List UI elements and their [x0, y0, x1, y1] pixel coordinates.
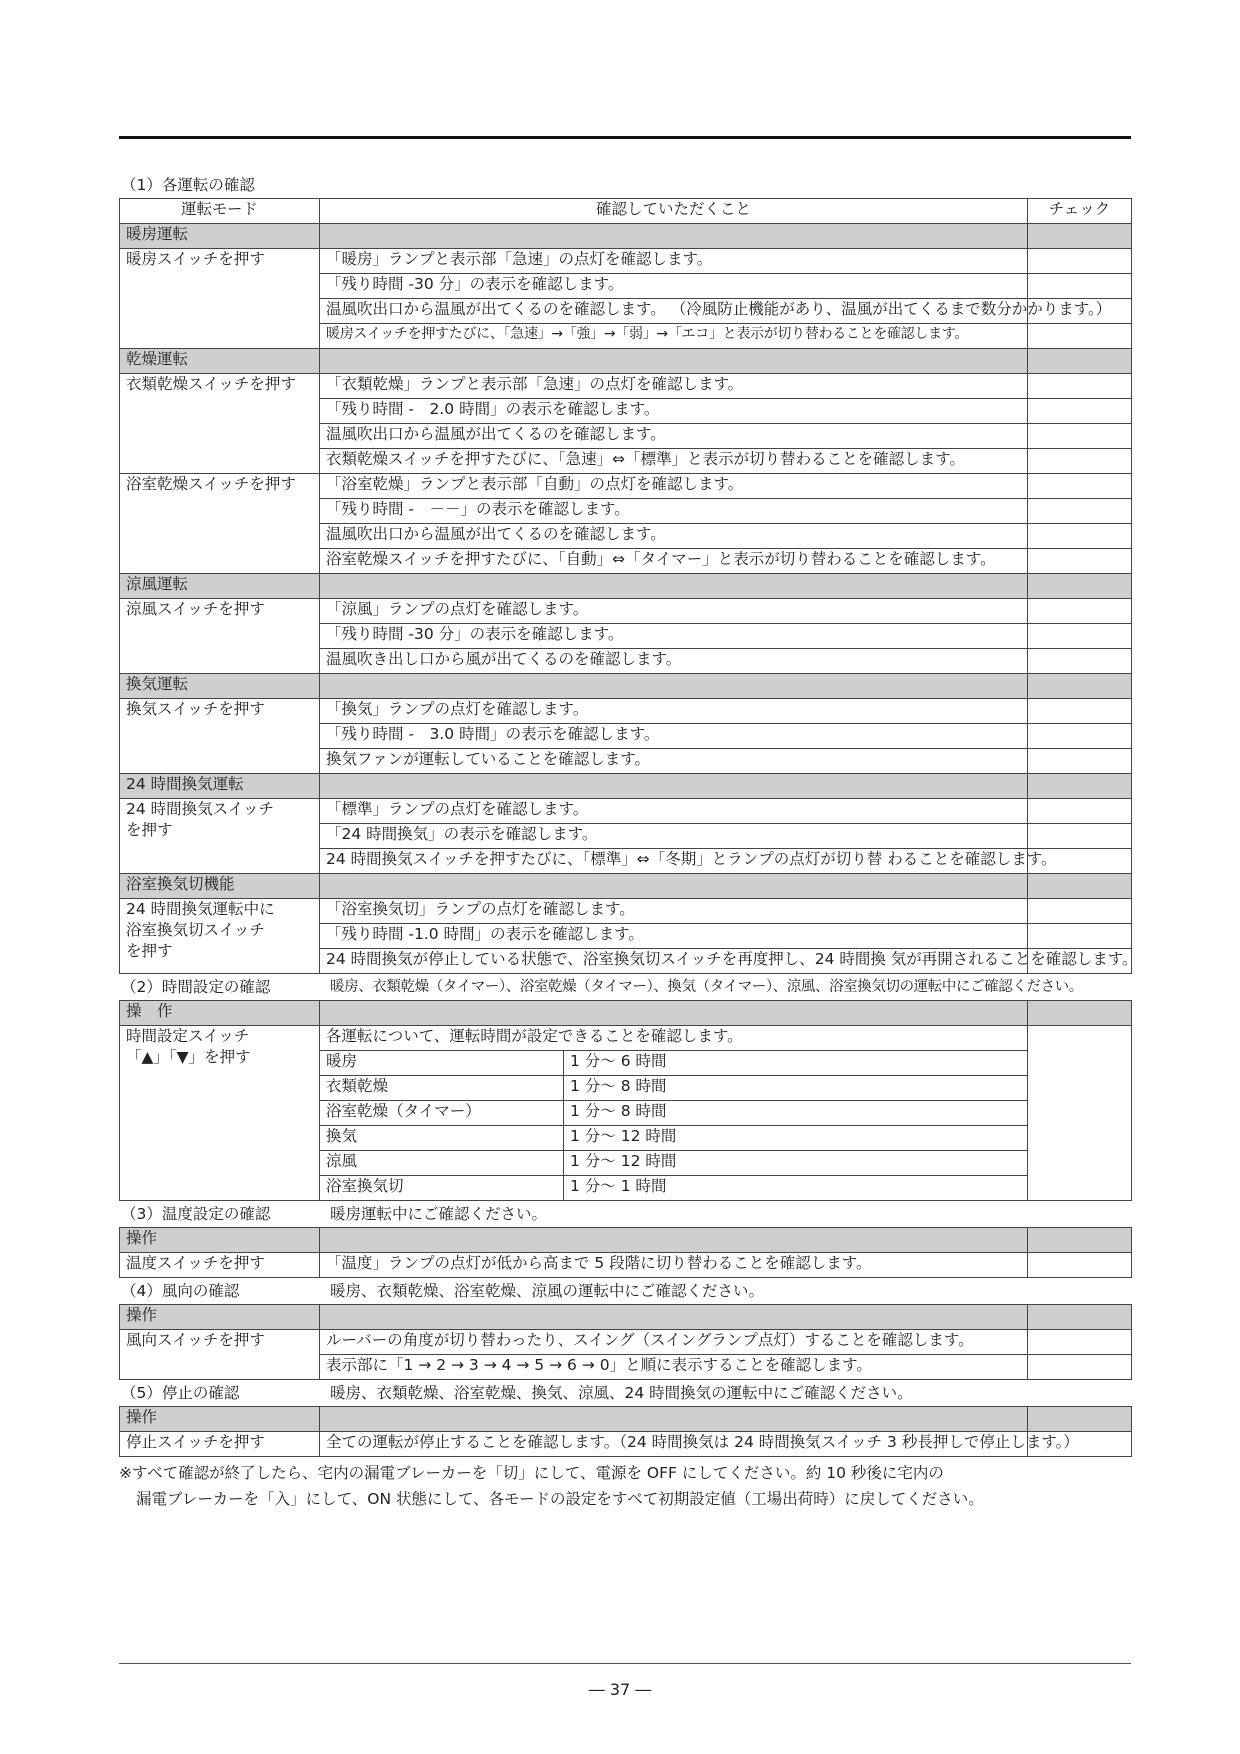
section3-header-row [120, 1228, 1132, 1253]
table-row [120, 374, 1132, 399]
page-content [119, 172, 1138, 1512]
footnote-line-1: ※すべて確認が終了したら、宅内の漏電ブレーカーを「切」にして、電源を OFF にしてください。約 10 秒後に宅内の [119, 1464, 944, 1482]
checkbox-cell[interactable] [1028, 1407, 1132, 1432]
table-row [120, 249, 1132, 274]
section4-note: 暖房、衣類乾燥、浴室乾燥、涼風の運転中にご確認ください。 [330, 1282, 765, 1300]
section1-title: （1）各運転の確認 [121, 176, 255, 194]
checkbox-cell[interactable] [1028, 824, 1132, 849]
checkbox-cell[interactable] [1028, 674, 1132, 699]
table-row [120, 799, 1132, 824]
mode-group-spacer [320, 574, 1028, 599]
checkbox-cell[interactable] [1028, 474, 1132, 499]
operation-cell: 暖房スイッチを押す [120, 249, 320, 349]
check-item: 24 時間換気スイッチを押すたびに、「標準」⇔「冬期」とランプの点灯が切り替 わることを確認します。 [320, 849, 1028, 874]
mode-group-header [120, 224, 1132, 249]
check-item: 「残り時間 -30 分」の表示を確認します。 [320, 274, 1028, 299]
operation-cell: 衣類乾燥スイッチを押す [120, 374, 320, 474]
time-range: 1 分～ 12 時間 [564, 1126, 1028, 1151]
table-row [120, 699, 1132, 724]
check-item: 温風吹出口から温風が出てくるのを確認します。 （冷風防止機能があり、温風が出てくるまで数分かかります。） [320, 299, 1028, 324]
section5-table [119, 1406, 1132, 1457]
check-item: 衣類乾燥スイッチを押すたびに、「急速」⇔「標準」と表示が切り替わることを確認します。 [320, 449, 1028, 474]
operation-cell: 換気スイッチを押す [120, 699, 320, 774]
time-range: 1 分～ 12 時間 [564, 1151, 1028, 1176]
check-item: 「衣類乾燥」ランプと表示部「急速」の点灯を確認します。 [320, 374, 1028, 399]
section2-heading [119, 974, 1131, 1000]
table-row [120, 1330, 1132, 1355]
section5-title: （5）停止の確認 [121, 1384, 240, 1402]
time-range: 1 分～ 6 時間 [564, 1051, 1028, 1076]
checkbox-cell[interactable] [1028, 524, 1132, 549]
mode-group-header [120, 349, 1132, 374]
checkbox-cell[interactable] [1028, 249, 1132, 274]
section3-header: 操作 [120, 1228, 320, 1253]
operation-cell: 温度スイッチを押す [120, 1253, 320, 1278]
section3-table [119, 1227, 1132, 1278]
check-item: 「涼風」ランプの点灯を確認します。 [320, 599, 1028, 624]
check-item: 「温度」ランプの点灯が低から高まで 5 段階に切り替わることを確認します。 [320, 1253, 1028, 1278]
check-item: 表示部に「1 → 2 → 3 → 4 → 5 → 6 → 0」と順に表示することを確認します。 [320, 1355, 1028, 1380]
section2-table [119, 1000, 1132, 1201]
mode-group-spacer [320, 674, 1028, 699]
checkbox-cell[interactable] [1028, 1001, 1132, 1026]
check-item: 「残り時間 -30 分」の表示を確認します。 [320, 624, 1028, 649]
table-row [120, 599, 1132, 624]
table-row [120, 1432, 1132, 1457]
operation-cell: 24 時間換気運転中に 浴室換気切スイッチ を押す [120, 899, 320, 974]
page-number: ― 37 ― [588, 1680, 652, 1699]
check-item: 「浴室乾燥」ランプと表示部「自動」の点灯を確認します。 [320, 474, 1028, 499]
checkbox-cell[interactable] [1028, 374, 1132, 399]
check-item: 各運転について、運転時間が設定できることを確認します。 [320, 1026, 1028, 1051]
checkbox-cell[interactable] [1028, 1228, 1132, 1253]
checkbox-cell[interactable] [1028, 724, 1132, 749]
check-item: 浴室乾燥スイッチを押すたびに、「自動」⇔「タイマー」と表示が切り替わることを確認します。 [320, 549, 1028, 574]
section1-heading [119, 172, 1131, 198]
checkbox-cell[interactable] [1028, 549, 1132, 574]
checkbox-cell[interactable] [1028, 699, 1132, 724]
mode-group-name: 暖房運転 [120, 224, 320, 249]
mode-group-name: 涼風運転 [120, 574, 320, 599]
checkbox-cell[interactable] [1028, 1026, 1132, 1201]
mode-group-spacer [320, 874, 1028, 899]
checkbox-cell[interactable] [1028, 274, 1132, 299]
mode-group-header [120, 574, 1132, 599]
checkbox-cell[interactable] [1028, 1330, 1132, 1355]
header-mode: 運転モード [120, 199, 320, 224]
operation-cell: 24 時間換気スイッチ を押す [120, 799, 320, 874]
checkbox-cell[interactable] [1028, 499, 1132, 524]
checkbox-cell[interactable] [1028, 449, 1132, 474]
checkbox-cell[interactable] [1028, 224, 1132, 249]
header-spacer [320, 1228, 1028, 1253]
mode-name: 暖房 [320, 1051, 564, 1076]
check-item: ルーバーの角度が切り替わったり、スイング（スイングランプ点灯）することを確認します。 [320, 1330, 1028, 1355]
check-item: 「残り時間 - 3.0 時間」の表示を確認します。 [320, 724, 1028, 749]
checkbox-cell[interactable] [1028, 1305, 1132, 1330]
check-item: 「残り時間 -1.0 時間」の表示を確認します。 [320, 924, 1028, 949]
check-item: 「浴室換気切」ランプの点灯を確認します。 [320, 899, 1028, 924]
checkbox-cell[interactable] [1028, 574, 1132, 599]
mode-name: 浴室換気切 [320, 1176, 564, 1201]
checkbox-cell[interactable] [1028, 599, 1132, 624]
checkbox-cell[interactable] [1028, 649, 1132, 674]
checkbox-cell[interactable] [1028, 1253, 1132, 1278]
mode-name: 浴室乾燥（タイマー） [320, 1101, 564, 1126]
checkbox-cell[interactable] [1028, 324, 1132, 349]
checkbox-cell[interactable] [1028, 399, 1132, 424]
section2-title: （2）時間設定の確認 [121, 978, 271, 996]
section4-header-row [120, 1305, 1132, 1330]
checkbox-cell[interactable] [1028, 899, 1132, 924]
checkbox-cell[interactable] [1028, 874, 1132, 899]
header-checkmark: チェック [1028, 199, 1132, 224]
section5-header-row [120, 1407, 1132, 1432]
check-item: 「24 時間換気」の表示を確認します。 [320, 824, 1028, 849]
section2-note: 暖房、衣類乾燥（タイマー）、浴室乾燥（タイマー）、換気（タイマー）、涼風、浴室換気切の運転中にご確認ください。 [330, 979, 1083, 995]
mode-group-name: 乾燥運転 [120, 349, 320, 374]
checkbox-cell[interactable] [1028, 799, 1132, 824]
section5-note: 暖房、衣類乾燥、浴室乾燥、換気、涼風、24 時間換気の運転中にご確認ください。 [330, 1384, 913, 1402]
table-row [120, 474, 1132, 499]
section4-table [119, 1304, 1132, 1380]
operation-cell: 停止スイッチを押す [120, 1432, 320, 1457]
operation-cell: 涼風スイッチを押す [120, 599, 320, 674]
check-item: 暖房スイッチを押すたびに、「急速」→「強」→「弱」→「エコ」と表示が切り替わることを確認します。 [320, 324, 1028, 349]
check-item: 温風吹き出し口から風が出てくるのを確認します。 [320, 649, 1028, 674]
table-row [120, 899, 1132, 924]
mode-group-header [120, 674, 1132, 699]
check-item: 温風吹出口から温風が出てくるのを確認します。 [320, 424, 1028, 449]
mode-group-header [120, 874, 1132, 899]
mode-group-name: 24 時間換気運転 [120, 774, 320, 799]
check-item: 24 時間換気が停止している状態で、浴室換気切スイッチを再度押し、24 時間換 気が再開されることを確認します。 [320, 949, 1028, 974]
mode-name: 涼風 [320, 1151, 564, 1176]
section2-header-row [120, 1001, 1132, 1026]
mode-group-spacer [320, 774, 1028, 799]
check-item: 「残り時間 - 2.0 時間」の表示を確認します。 [320, 399, 1028, 424]
checkbox-cell[interactable] [1028, 1355, 1132, 1380]
section5-header: 操作 [120, 1407, 320, 1432]
table-row [120, 1253, 1132, 1278]
table-row [120, 1026, 1132, 1051]
operation-cell: 時間設定スイッチ 「▲」「▼」を押す [120, 1026, 320, 1201]
checkbox-cell[interactable] [1028, 624, 1132, 649]
section3-title: （3）温度設定の確認 [121, 1205, 271, 1223]
mode-name: 衣類乾燥 [320, 1076, 564, 1101]
top-rule [119, 136, 1131, 139]
operation-cell: 風向スイッチを押す [120, 1330, 320, 1380]
operation-cell: 浴室乾燥スイッチを押す [120, 474, 320, 574]
check-item: 温風吹出口から温風が出てくるのを確認します。 [320, 524, 1028, 549]
section4-heading [119, 1278, 1131, 1304]
mode-group-name: 浴室換気切機能 [120, 874, 320, 899]
header-spacer [320, 1407, 1028, 1432]
mode-name: 換気 [320, 1126, 564, 1151]
time-range: 1 分～ 1 時間 [564, 1176, 1028, 1201]
time-range: 1 分～ 8 時間 [564, 1076, 1028, 1101]
section4-header: 操作 [120, 1305, 320, 1330]
mode-group-spacer [320, 224, 1028, 249]
check-item: 「暖房」ランプと表示部「急速」の点灯を確認します。 [320, 249, 1028, 274]
checkbox-cell[interactable] [1028, 774, 1132, 799]
bottom-rule [119, 1663, 1131, 1664]
section2-header: 操 作 [120, 1001, 320, 1026]
mode-group-spacer [320, 349, 1028, 374]
header-checks: 確認していただくこと [320, 199, 1028, 224]
mode-group-name: 換気運転 [120, 674, 320, 699]
mode-group-header [120, 774, 1132, 799]
footnote-line-2: 漏電ブレーカーを「入」にして、ON 状態にして、各モードの設定をすべて初期設定値（工場出荷時）に戻してください。 [136, 1490, 984, 1508]
section5-heading [119, 1380, 1131, 1406]
checkbox-cell[interactable] [1028, 349, 1132, 374]
section3-heading [119, 1201, 1131, 1227]
header-spacer [320, 1305, 1028, 1330]
check-item: 全ての運転が停止することを確認します。（24 時間換気は 24 時間換気スイッチ 3 秒長押しで停止します。） [320, 1432, 1028, 1457]
table-header-row [120, 199, 1132, 224]
checkbox-cell[interactable] [1028, 749, 1132, 774]
time-range: 1 分～ 8 時間 [564, 1101, 1028, 1126]
check-item: 「換気」ランプの点灯を確認します。 [320, 699, 1028, 724]
checkbox-cell[interactable] [1028, 424, 1132, 449]
section4-title: （4）風向の確認 [121, 1282, 240, 1300]
check-item: 「残り時間 - －－」の表示を確認します。 [320, 499, 1028, 524]
section1-table [119, 198, 1138, 974]
check-item: 「標準」ランプの点灯を確認します。 [320, 799, 1028, 824]
checkbox-cell[interactable] [1028, 924, 1132, 949]
footnote [119, 1460, 1131, 1512]
check-item: 換気ファンが運転していることを確認します。 [320, 749, 1028, 774]
section3-note: 暖房運転中にご確認ください。 [330, 1205, 548, 1223]
